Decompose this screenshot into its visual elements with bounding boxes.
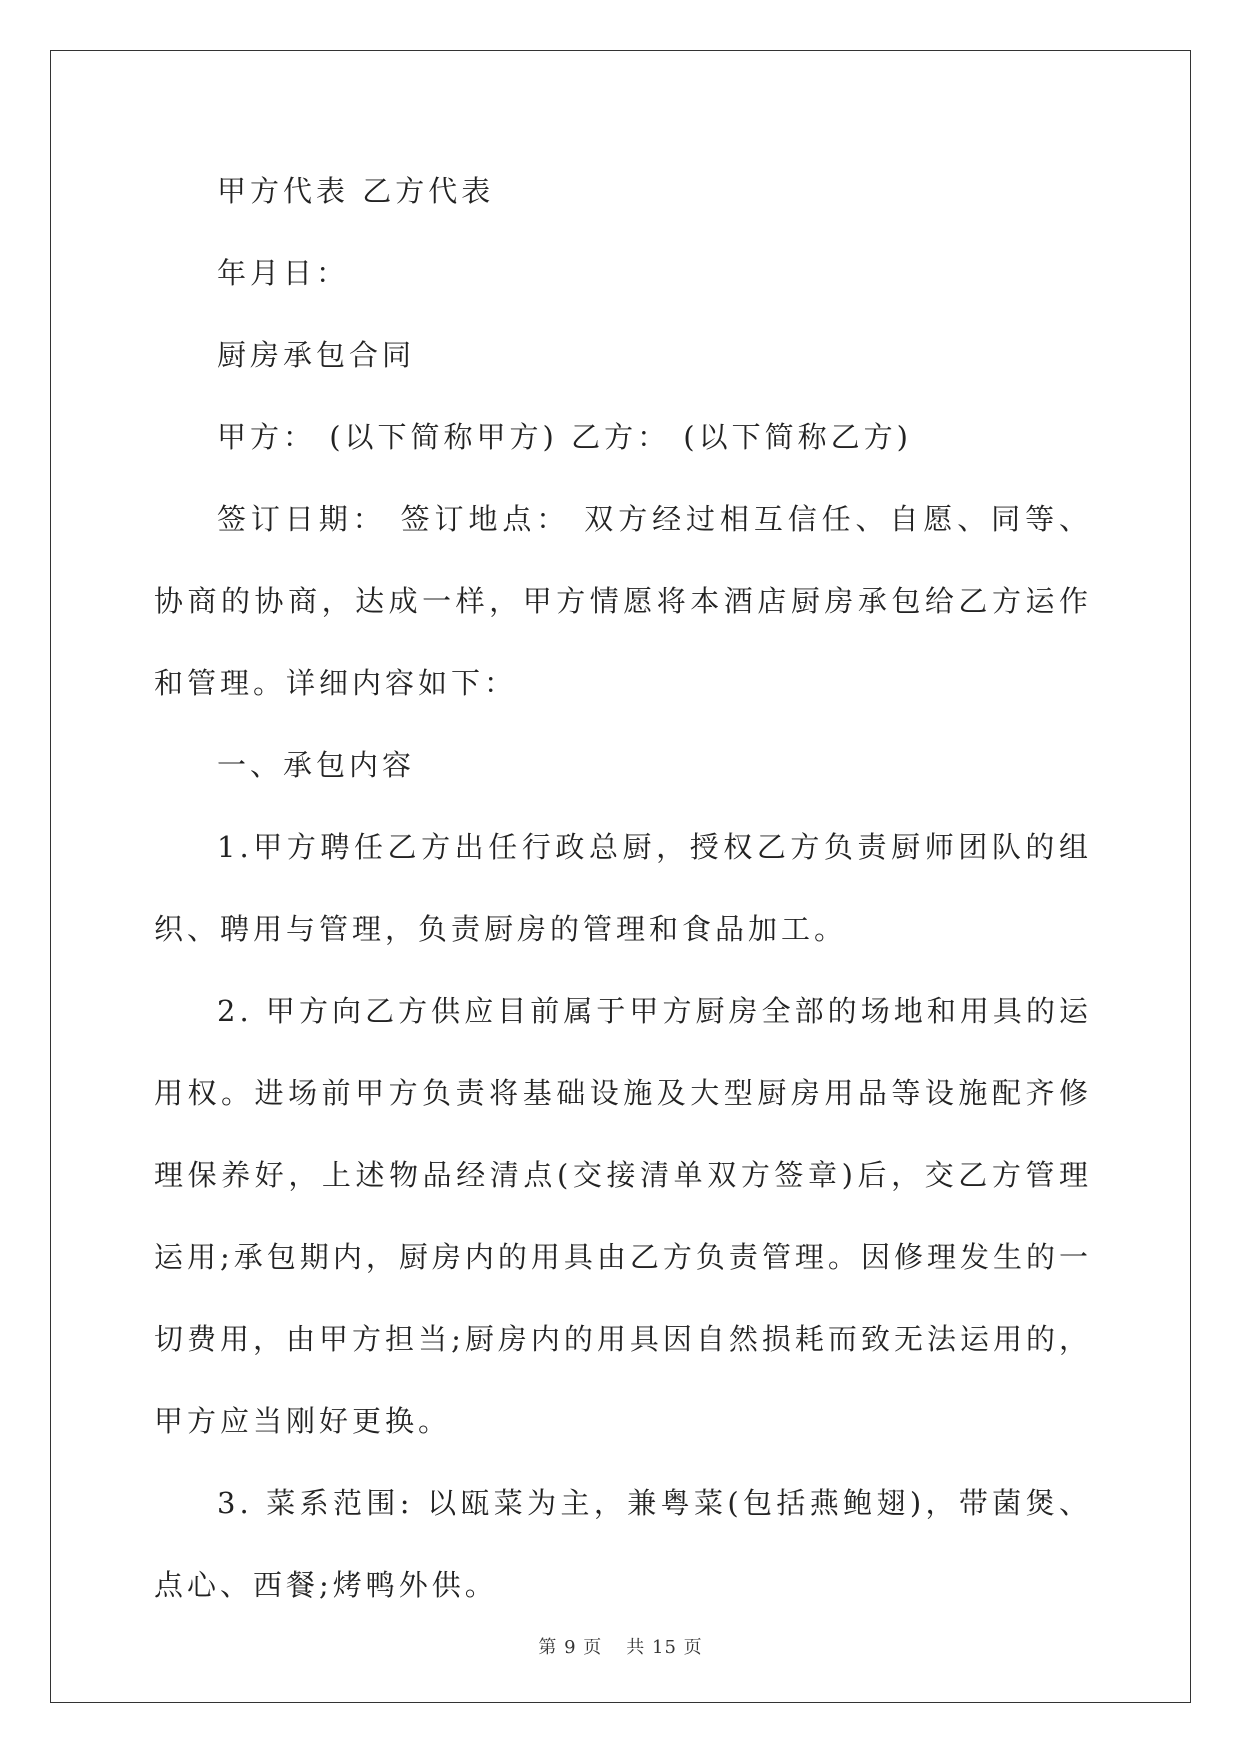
paragraph: 签订日期： 签订地点： 双方经过相互信任、自愿、同等、协商的协商，达成一样，甲方情愿将本酒店厨房承包给乙方运作和管理。详细内容如下： (154, 502, 1092, 700)
paragraph: 1.甲方聘任乙方出任行政总厨，授权乙方负责厨师团队的组织、聘用与管理，负责厨房的管理和食品加工。 (154, 830, 1092, 946)
document-title: 厨房承包合同 (217, 338, 416, 372)
page-number: 第 9 页 (538, 1637, 603, 1658)
page-total: 共 15 页 (626, 1637, 703, 1658)
paragraph: 甲方代表 乙方代表 (217, 174, 495, 208)
document-body (154, 150, 1092, 1626)
paragraph: 甲方： (以下简称甲方) 乙方： (以下简称乙方) (217, 420, 912, 454)
paragraph: 3. 菜系范围: 以瓯菜为主，兼粤菜(包括燕鲍翅)，带菌煲、点心、西餐;烤鸭外供。 (154, 1486, 1092, 1602)
section-heading: 一、承包内容 (217, 748, 416, 782)
paragraph: 年月日： (217, 256, 350, 290)
page-footer (0, 1633, 1241, 1659)
paragraph: 2. 甲方向乙方供应目前属于甲方厨房全部的场地和用具的运用权。进场前甲方负责将基础设施及大型厨房用品等设施配齐修理保养好，上述物品经清点(交接清单双方签章)后，交乙方管理运用;承包期内，厨房内的用具由乙方负责管理。因修理发生的一切费用，由甲方担当;厨房内的用具因自然损耗而致无法运用的，甲方应当刚好更换。 (154, 994, 1092, 1438)
